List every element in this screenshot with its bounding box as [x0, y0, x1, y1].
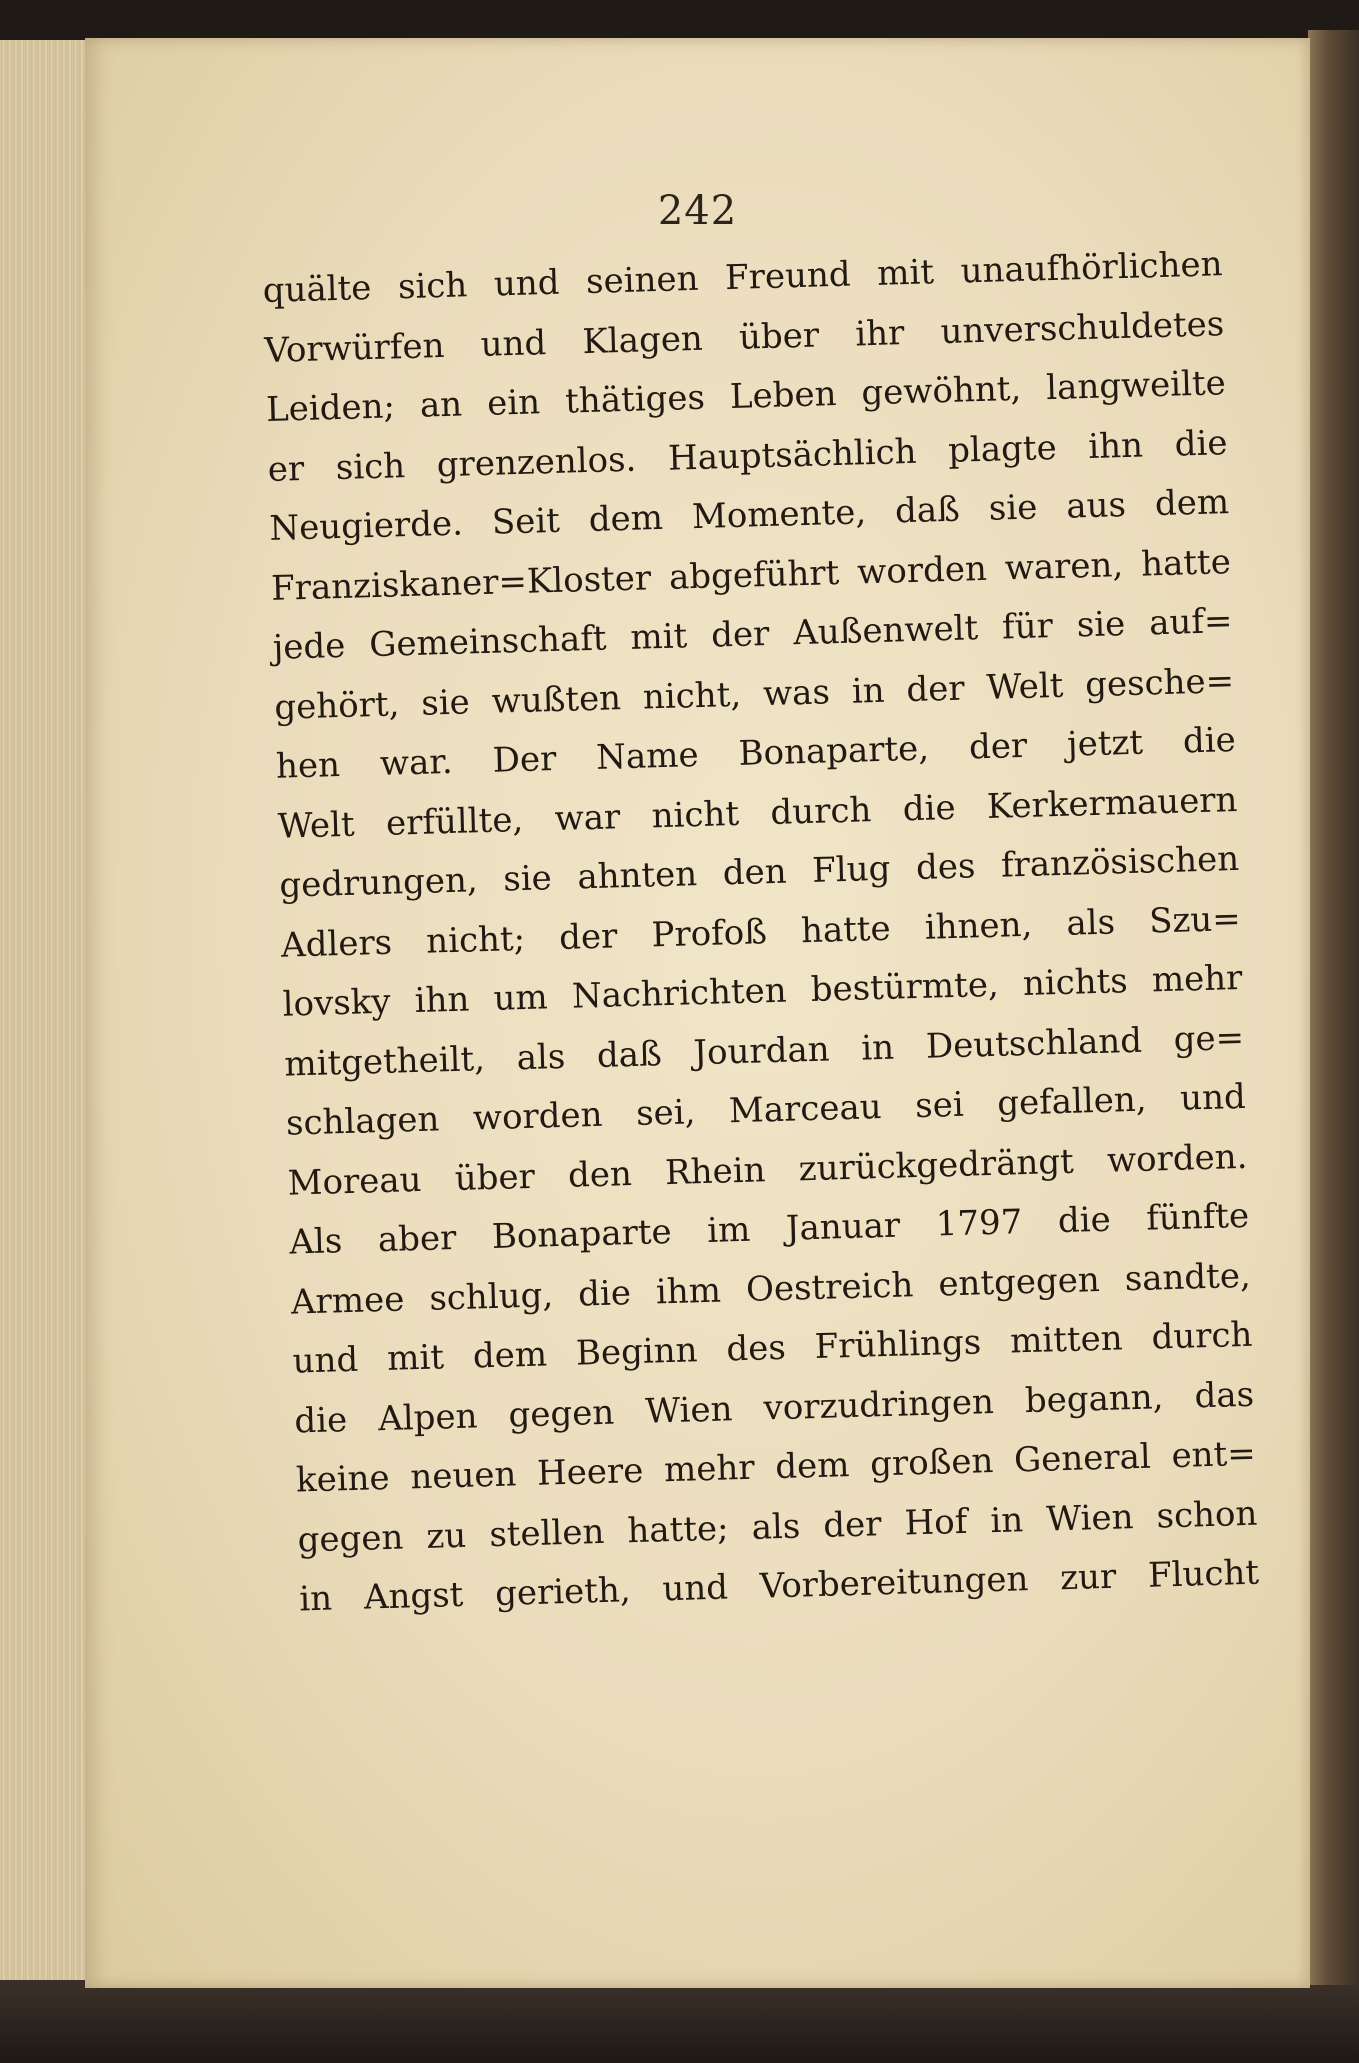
text-line: die Alpen gegen Wien vorzudringen begann, das: [293, 1374, 1255, 1442]
text-line: und mit dem Beginn des Frühlings mitten durch: [292, 1314, 1253, 1382]
bottom-background: [0, 1985, 1359, 2063]
text-line: lovsky ihn um Nachrichten bestürmte, nichts mehr: [282, 957, 1243, 1025]
text-line: hen war. Der Name Bonaparte, der jetzt die: [275, 720, 1237, 787]
text-line: Als aber Bonaparte im Januar 1797 die fünfte: [288, 1195, 1250, 1263]
page-edges: [0, 40, 96, 1980]
body-text: [262, 235, 1260, 1630]
text-line: Welt erfüllte, war nicht durch die Kerkermauern: [277, 779, 1238, 847]
text-line: gehört, sie wußten nicht, was in der Welt gesche=: [273, 660, 1235, 728]
text-line: mitgetheilt, als daß Jourdan in Deutschland ge=: [283, 1017, 1245, 1085]
text-line: Neugierde. Seit dem Momente, daß sie aus dem: [268, 482, 1230, 549]
text-line: jede Gemeinschaft mit der Außenwelt für sie auf=: [272, 601, 1233, 668]
book-binding: [1308, 30, 1359, 1990]
text-line: Moreau über den Rhein zurückgedrängt worden.: [287, 1136, 1248, 1204]
text-line: Armee schlug, die ihm Oestreich entgegen sandte,: [290, 1255, 1252, 1323]
text-line: gedrungen, sie ahnten den Flug des französischen: [278, 838, 1240, 906]
text-line: schlagen worden sei, Marceau sei gefallen, und: [285, 1076, 1247, 1144]
text-line: Franziskaner=Kloster abgeführt worden waren, hatte: [270, 541, 1232, 609]
text-line: in Angst gerieth, und Vorbereitungen zur Flucht: [298, 1552, 1260, 1620]
text-line: keine neuen Heere mehr dem großen General ent=: [295, 1433, 1257, 1501]
text-line: Leiden; an ein thätiges Leben gewöhnt, langweilte: [265, 363, 1227, 430]
page-number: 242: [657, 188, 738, 234]
text-line: gegen zu stellen hatte; als der Hof in Wien schon: [297, 1493, 1258, 1560]
text-line: er sich grenzenlos. Hauptsächlich plagte ihn die: [267, 422, 1228, 490]
text-line: Vorwürfen und Klagen über ihr unverschuldetes: [263, 303, 1225, 371]
text-line: quälte sich und seinen Freund mit unaufhörlichen: [262, 244, 1223, 311]
text-line: Adlers nicht; der Profoß hatte ihnen, als Szu=: [280, 898, 1242, 966]
